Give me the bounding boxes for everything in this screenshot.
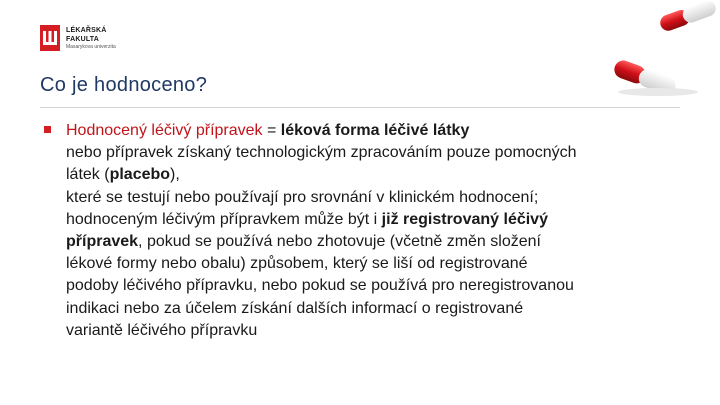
text-line-7: lékové formy nebo obalu) způsobem, který se liší od registrované xyxy=(66,255,528,273)
logo-wordmark xyxy=(66,26,116,51)
definition-paragraph xyxy=(66,120,686,342)
text-line-6 xyxy=(66,231,686,253)
term-bold: léková forma léčivé látky xyxy=(280,122,470,139)
title-divider xyxy=(40,107,680,108)
faculty-logo xyxy=(40,25,150,55)
text-line-8: podoby léčivého přípravku, nebo pokud se používá pro neregistrovanou xyxy=(66,277,574,295)
text-line-1 xyxy=(66,120,686,142)
bullet-square-icon xyxy=(44,126,51,133)
registered-product-bold: již registrovaný léčivý xyxy=(381,210,548,228)
text-line-2: nebo přípravek získaný technologickým zpracováním pouze pomocných xyxy=(66,144,577,162)
term-red: Hodnocený léčivý přípravek xyxy=(66,122,263,139)
text-segment: , pokud se používá nebo zhotovuje (včetně změn složení xyxy=(138,233,541,251)
logo-line-3: Masarykova univerzita xyxy=(66,44,116,50)
text-line-4: které se testují nebo používají pro srovnání v klinickém hodnocení; xyxy=(66,188,539,206)
logo-line-1: LÉKAŘSKÁ xyxy=(66,27,107,34)
capsules-image xyxy=(600,0,720,100)
registered-product-bold-2: přípravek xyxy=(66,233,139,251)
text-segment: ), xyxy=(170,166,180,184)
text-line-10: variantě léčivého přípravku xyxy=(66,321,258,339)
university-crest-icon xyxy=(40,25,60,51)
text-line-5 xyxy=(66,209,686,231)
text-line-9: indikaci nebo za účelem získání dalších informací o registrované xyxy=(66,299,524,317)
slide-title: Co je hodnoceno? xyxy=(40,74,208,96)
placebo-bold: placebo xyxy=(109,166,171,184)
text-segment: hodnoceným léčivým přípravkem může být i xyxy=(66,210,382,228)
text-segment: látek ( xyxy=(66,166,110,184)
text-line-3 xyxy=(66,164,686,186)
logo-line-2: FAKULTA xyxy=(66,36,100,43)
equals-sign: = xyxy=(262,122,281,139)
